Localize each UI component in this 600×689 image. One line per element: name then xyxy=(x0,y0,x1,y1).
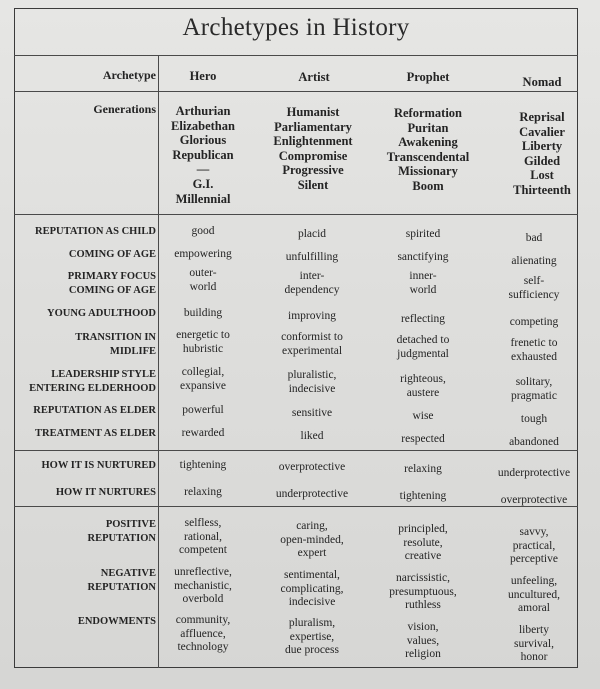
cell-nomad: abandoned xyxy=(509,436,559,448)
cell-nomad: self- sufficiency xyxy=(508,275,560,301)
cell-prophet: inner- world xyxy=(409,270,437,296)
cell-hero: powerful xyxy=(182,404,224,416)
cell-prophet: wise xyxy=(412,410,434,422)
row-label: ENDOWMENTS xyxy=(77,616,156,627)
cell-artist: caring, open-minded, expert xyxy=(280,520,344,560)
divider-header xyxy=(14,91,578,92)
cell-artist: underprotective xyxy=(275,488,349,500)
row-label: REPUTATION AS CHILD xyxy=(35,226,156,237)
cell-nomad: tough xyxy=(520,413,548,425)
column-header-prophet: Prophet xyxy=(406,70,450,84)
cell-nomad: savvy, practical, perceptive xyxy=(510,526,558,566)
cell-hero: tightening xyxy=(179,459,227,471)
cell-artist: sensitive xyxy=(291,407,333,419)
cell-artist: liked xyxy=(300,430,324,442)
generations-hero: Arthurian Elizabethan Glorious Republican — G.I. Millennial xyxy=(171,104,235,206)
cell-hero: collegial, expansive xyxy=(180,366,226,392)
generations-nomad: Reprisal Cavalier Liberty Gilded Lost Thirteenth xyxy=(513,110,571,197)
column-header-nomad: Nomad xyxy=(522,75,562,89)
cell-prophet: tightening xyxy=(399,490,447,502)
cell-prophet: righteous, austere xyxy=(400,373,446,399)
cell-hero: unreflective, mechanistic, overbold xyxy=(174,566,232,606)
cell-artist: pluralism, expertise, due process xyxy=(285,617,339,657)
cell-nomad: overprotective xyxy=(500,494,568,506)
cell-prophet: relaxing xyxy=(404,463,442,475)
cell-hero: selfless, rational, competent xyxy=(179,517,227,557)
cell-prophet: reflecting xyxy=(400,313,446,325)
cell-prophet: vision, values, religion xyxy=(405,621,441,661)
generations-label: Generations xyxy=(93,102,156,116)
archetype-header-label: Archetype xyxy=(102,68,156,82)
row-label: HOW IT NURTURES xyxy=(55,487,156,498)
cell-nomad: alienating xyxy=(511,255,557,267)
divider-lifecycle xyxy=(14,450,578,451)
row-label: PRIMARY FOCUS COMING OF AGE xyxy=(67,271,156,296)
row-label: NEGATIVE REPUTATION xyxy=(87,568,156,593)
row-label: HOW IT IS NURTURED xyxy=(41,460,156,471)
cell-artist: unfulfilling xyxy=(285,251,339,263)
cell-hero: outer- world xyxy=(189,267,217,293)
cell-artist: conformist to experimental xyxy=(281,331,343,357)
generations-artist: Humanist Parliamentary Enlightenment Compromise Progressive Silent xyxy=(273,105,353,192)
row-label: POSITIVE REPUTATION xyxy=(87,519,156,544)
cell-nomad: competing xyxy=(509,316,559,328)
cell-nomad: frenetic to exhausted xyxy=(510,337,558,363)
column-header-hero: Hero xyxy=(189,69,217,83)
cell-hero: rewarded xyxy=(181,427,225,439)
cell-nomad: liberty survival, honor xyxy=(514,624,554,664)
row-label: TREATMENT AS ELDER xyxy=(35,428,156,439)
cell-artist: overprotective xyxy=(278,461,346,473)
row-label: TRANSITION IN MIDLIFE xyxy=(75,332,156,357)
divider-title xyxy=(14,55,578,56)
cell-prophet: principled, resolute, creative xyxy=(398,523,448,563)
cell-nomad: bad xyxy=(525,232,543,244)
cell-prophet: respected xyxy=(401,433,445,445)
cell-prophet: detached to judgmental xyxy=(396,334,450,360)
row-label: REPUTATION AS ELDER xyxy=(33,405,156,416)
column-header-artist: Artist xyxy=(298,70,330,84)
cell-hero: good xyxy=(191,225,215,237)
cell-artist: placid xyxy=(297,228,327,240)
row-label: COMING OF AGE xyxy=(68,249,156,260)
cell-hero: building xyxy=(183,307,223,319)
row-label: YOUNG ADULTHOOD xyxy=(46,308,156,319)
cell-hero: energetic to hubristic xyxy=(176,329,230,355)
cell-artist: improving xyxy=(288,310,336,322)
generations-prophet: Reformation Puritan Awakening Transcendental Missionary Boom xyxy=(386,106,470,193)
cell-hero: relaxing xyxy=(184,486,222,498)
cell-prophet: sanctifying xyxy=(397,251,449,263)
table-title: Archetypes in History xyxy=(182,14,410,41)
cell-hero: empowering xyxy=(174,248,232,260)
cell-prophet: spirited xyxy=(405,228,441,240)
cell-prophet: narcissistic, presumptuous, ruthless xyxy=(389,572,457,612)
cell-artist: pluralistic, indecisive xyxy=(287,369,337,395)
divider-generations xyxy=(14,214,578,215)
cell-nomad: unfeeling, uncultured, amoral xyxy=(507,575,561,615)
cell-hero: community, affluence, technology xyxy=(175,614,231,654)
cell-artist: sentimental, complicating, indecisive xyxy=(280,569,344,609)
cell-nomad: solitary, pragmatic xyxy=(511,376,557,402)
cell-artist: inter- dependency xyxy=(284,270,340,296)
cell-nomad: underprotective xyxy=(497,467,571,479)
row-label: LEADERSHIP STYLE ENTERING ELDERHOOD xyxy=(29,369,156,394)
